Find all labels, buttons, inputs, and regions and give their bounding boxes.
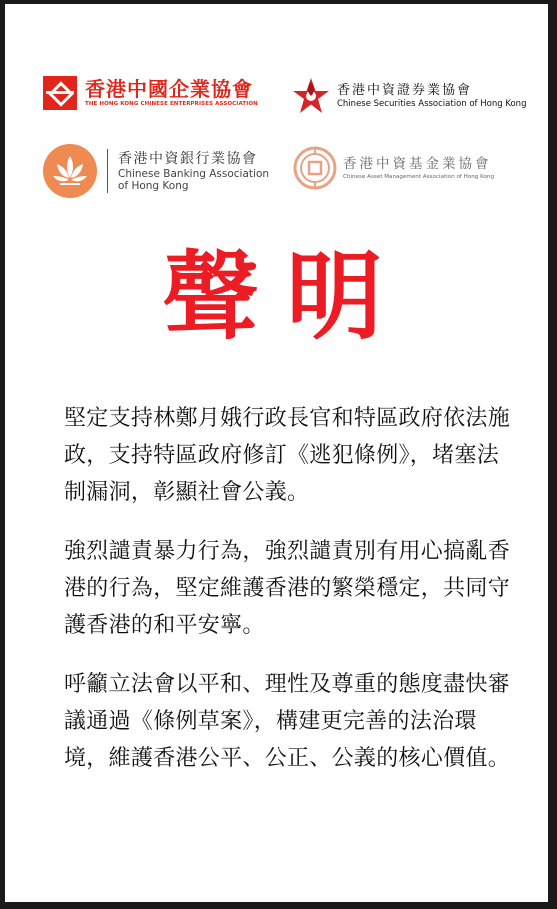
association-logos: [5, 4, 548, 204]
hkcea-name-en: THE HONG KONG CHINESE ENTERPRISES ASSOCIATION: [85, 101, 258, 107]
camahk-name-cn: 香港中資基金業協會: [343, 156, 492, 172]
cbahk-name-cn: 香港中資銀行業協會: [118, 151, 258, 167]
cbahk-separator: [107, 149, 108, 193]
cbahk-lotus-logo-icon: [43, 144, 97, 198]
camahk-logo: [293, 146, 494, 190]
hkcea-logo-icon: [43, 76, 77, 110]
csahk-name-cn: 香港中資證券業協會: [337, 82, 473, 98]
hkcea-name-cn: 香港中國企業協會: [85, 77, 253, 101]
statement-paragraph-2: 強烈譴責暴力行為，強烈譴責別有用心搞亂香港的行為，堅定維護香港的繁榮穩定，共同守護香港的和平安寧。: [64, 539, 511, 638]
statement-body: [64, 400, 514, 799]
statement-paragraph-3: 呼籲立法會以平和、理性及尊重的態度盡快審議通過《條例草案》，構建更完善的法治環境，維護香港公平、公正、公義的核心價值。: [64, 672, 511, 771]
camahk-name-en: Chinese Asset Management Association of Hong Kong: [343, 174, 495, 180]
csahk-name-en: Chinese Securities Association of Hong Kong: [337, 98, 527, 109]
csahk-logo: [291, 76, 526, 116]
statement-paragraph-1: 堅定支持林鄭月娥行政長官和特區政府依法施政，支持特區政府修訂《逃犯條例》，堵塞法制漏洞，彰顯社會公義。: [64, 406, 511, 505]
csahk-star-logo-icon: [291, 76, 331, 116]
hkcea-logo: [43, 76, 258, 110]
statement-page: [5, 4, 548, 902]
cbahk-logo: [43, 144, 269, 198]
cbahk-name-en-line2: of Hong Kong: [118, 180, 189, 192]
cbahk-name-en-line1: Chinese Banking Association: [118, 168, 270, 180]
statement-title: 聲明: [162, 241, 411, 353]
camahk-coin-logo-icon: [293, 146, 337, 190]
